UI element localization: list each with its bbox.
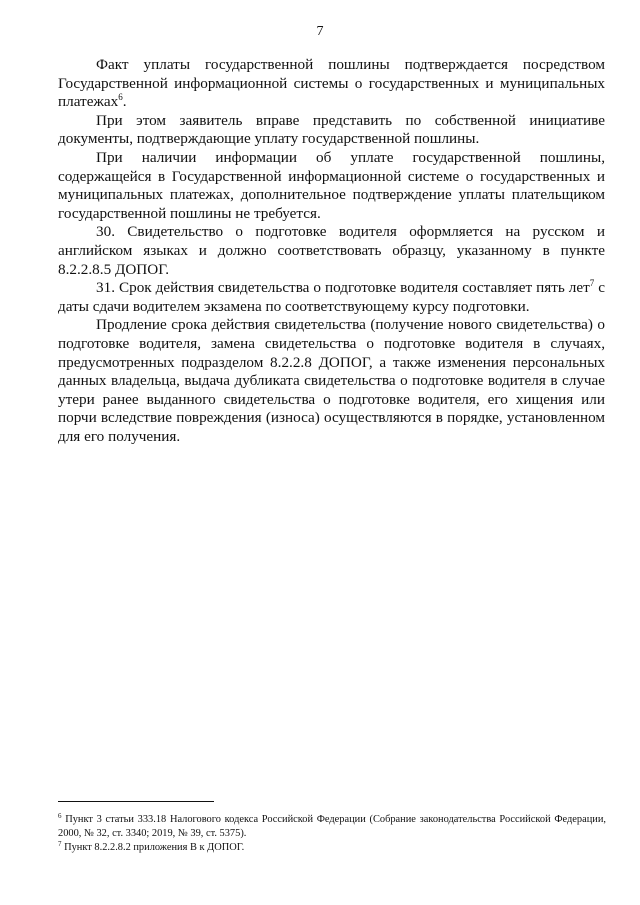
paragraph-text: 30. Свидетельство о подготовке водителя оформляется на русском и английском языках и должно соответствовать образцу, указанному в пункте 8.2.2.8.5 ДОПОГ. xyxy=(58,223,605,278)
footnote-marker: 7 xyxy=(58,840,62,848)
paragraph-clause-31 xyxy=(58,279,605,316)
footnote-divider xyxy=(58,801,214,802)
footnotes xyxy=(58,813,606,855)
footnote-text: Пункт 3 статьи 333.18 Налогового кодекса Российской Федерации (Собрание законодательства Российской Федерации, 2000, № 32, ст. 3340; 2019, № 39, ст. 5375). xyxy=(58,814,606,839)
paragraph-tail: с даты сдачи водителем экзамена по соответствующему курсу подготовки. xyxy=(58,279,606,315)
paragraph-clause-30 xyxy=(58,223,605,279)
paragraph-text: Факт уплаты государственной пошлины подтверждается посредством Государственной информационной системы о государственных и муниципальных платежах xyxy=(58,56,605,111)
paragraph-text: При наличии информации об уплате государственной пошлины, содержащейся в Государственной информационной системе о государственных и муниципальных платежах, дополнительное подтверждение уплаты плательщиком государственной пошлины не требуется. xyxy=(58,148,605,222)
paragraph-text: При этом заявитель вправе представить по собственной инициативе документы, подтверждающие уплату государственной пошлины. xyxy=(58,111,605,148)
paragraph-payment-confirmation xyxy=(58,56,605,112)
paragraph-text: 31. Срок действия свидетельства о подготовке водителя составляет пять лет xyxy=(96,279,590,297)
footnote-text: Пункт 8.2.2.8.2 приложения В к ДОПОГ. xyxy=(61,842,245,853)
footnote-7 xyxy=(58,841,606,855)
footnote-6 xyxy=(58,813,606,841)
paragraph-renewal xyxy=(58,316,605,446)
footnote-marker: 6 xyxy=(58,812,62,820)
paragraph-no-confirmation xyxy=(58,149,605,223)
footnote-reference: 6 xyxy=(118,92,123,103)
paragraph-applicant-right xyxy=(58,112,605,149)
paragraph-text: Продление срока действия свидетельства (получение нового свидетельства) о подготовке водителя, замена свидетельства о подготовке водителя в случаях, предусмотренных подразделом 8.2.2.8 ДОПОГ, а также изменения персональных данных владельца, выдача дубликата свидетельства о подготовке водителя в случае утери ранее выданного свидетельства о подготовке водителя, его хищения или порчи вследствие повреждения (износа) осуществляются в порядке, установленном для его получения. xyxy=(58,316,605,445)
body-text xyxy=(58,56,605,446)
footnote-reference: 7 xyxy=(589,278,595,289)
paragraph-tail: . xyxy=(122,93,127,111)
page-number: 7 xyxy=(316,24,324,39)
